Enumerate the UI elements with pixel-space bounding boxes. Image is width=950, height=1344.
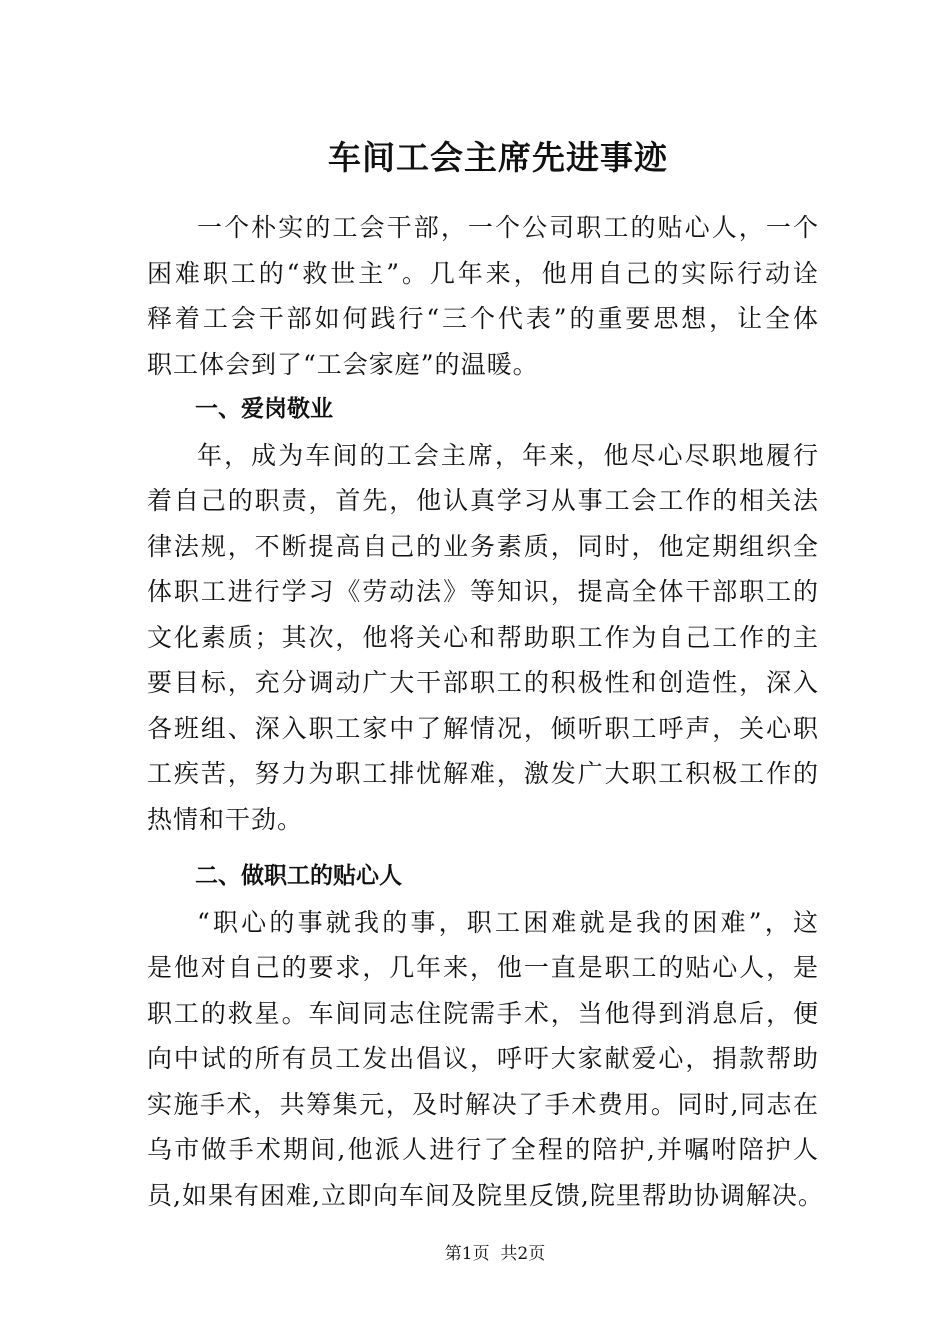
section-paragraph <box>147 433 819 843</box>
paragraph-line: 困难职工的“救世主”。几年来，他用自己的实际行动诠 <box>147 258 819 288</box>
section-heading: 二、做职工的贴心人 <box>195 863 402 889</box>
paragraph-line: 职工体会到了“工会家庭”的温暖。 <box>147 349 539 379</box>
paragraph-line: 热情和干劲。 <box>147 804 304 834</box>
paragraph-line: 文化素质；其次，他将关心和帮助职工作为自己工作的主 <box>147 622 819 652</box>
paragraph-line: 体职工进行学习《劳动法》等知识，提高全体干部职工的 <box>147 577 819 606</box>
paragraph-line: 要目标，充分调动广大干部职工的积极性和创造性，深入 <box>147 668 819 697</box>
section-spacer <box>147 842 819 854</box>
paragraph-line: 职工的救星。车间同志住院需手术，当他得到消息后，便 <box>147 998 819 1028</box>
paragraph-line: 年，成为车间的工会主席，年来，他尽心尽职地履行 <box>197 440 819 470</box>
paragraph-line: 律法规，不断提高自己的业务素质，同时，他定期组织全 <box>147 531 819 561</box>
paragraph-line: “职心的事就我的事，职工困难就是我的困难”，这 <box>197 907 819 937</box>
paragraph-line: 工疾苦，努力为职工排忧解难，激发广大职工积极工作的 <box>147 759 819 788</box>
section-heading: 一、爱岗敬业 <box>195 396 333 422</box>
paragraph-line: 各班组、深入职工家中了解情况，倾听职工呼声，关心职 <box>147 713 819 743</box>
intro-paragraph <box>147 205 819 387</box>
paragraph-line: 着自己的职责，首先，他认真学习从事工会工作的相关法 <box>147 486 819 515</box>
paragraph-line: 释着工会干部如何践行“三个代表”的重要思想，让全体 <box>147 304 819 333</box>
paragraph-line: 员,如果有困难,立即向车间及院里反馈,院里帮助协调解决。 <box>147 1180 824 1210</box>
paragraph-line: 乌市做手术期间,他派人进行了全程的陪护,并嘱咐陪护人 <box>147 1135 819 1164</box>
document-body <box>147 205 824 1218</box>
section-paragraph <box>147 900 824 1219</box>
document-title: 车间工会主席先进事迹 <box>328 138 668 177</box>
paragraph-line: 是他对自己的要求，几年来，他一直是职工的贴心人，是 <box>147 953 819 982</box>
page-footer: 第1页 共2页 <box>444 1244 546 1264</box>
paragraph-line: 一个朴实的工会干部，一个公司职工的贴心人，一个 <box>197 213 819 242</box>
paragraph-line: 向中试的所有员工发出倡议，呼吁大家献爱心，捐款帮助 <box>147 1044 819 1073</box>
paragraph-line: 实施手术，共筹集元，及时解决了手术费用。同时,同志在 <box>147 1089 819 1119</box>
